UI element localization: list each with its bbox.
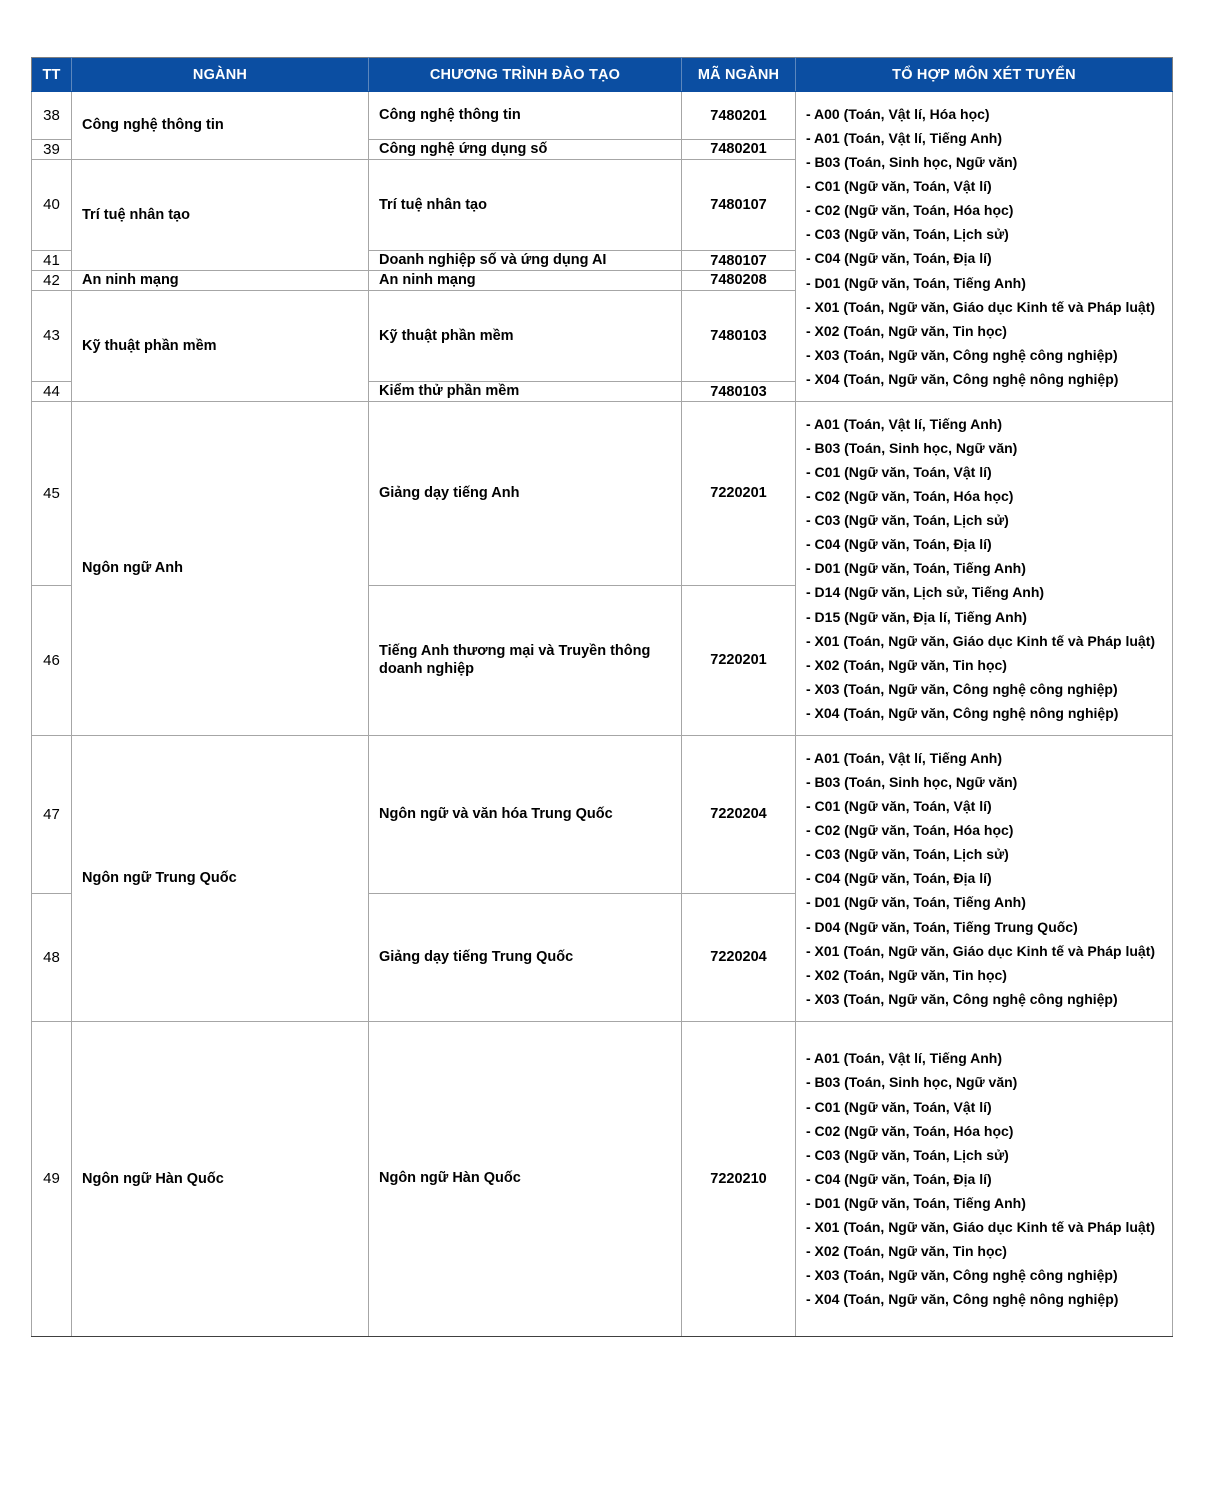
subject-combination-list: [806, 412, 1164, 725]
major-code-cell: 7220201: [682, 585, 796, 735]
program-name-cell: Doanh nghiệp số và ứng dụng AI: [369, 251, 682, 271]
table-body: [32, 92, 1173, 1337]
program-name-cell: An ninh mạng: [369, 270, 682, 290]
major-code-cell: 7480103: [682, 382, 796, 402]
subject-combination-item: - D01 (Ngữ văn, Toán, Tiếng Anh): [806, 560, 1026, 577]
subject-combination-item: - X03 (Toán, Ngữ văn, Công nghệ công nghiệp): [806, 1267, 1118, 1284]
program-name-cell: Trí tuệ nhân tạo: [369, 159, 682, 250]
subject-combinations-cell: [796, 92, 1173, 402]
subject-combination-item: - X02 (Toán, Ngữ văn, Tin học): [806, 1243, 1007, 1259]
major-name-cell: Trí tuệ nhân tạo: [72, 159, 369, 270]
row-number-cell: 39: [32, 140, 72, 160]
subject-combination-item: - C02 (Ngữ văn, Toán, Hóa học): [806, 822, 1014, 839]
subject-combination-item: - A01 (Toán, Vật lí, Tiếng Anh): [806, 415, 1003, 432]
subject-combination-list: [806, 102, 1164, 391]
subject-combination-item: - X01 (Toán, Ngữ văn, Giáo dục Kinh tế và Pháp luật): [806, 632, 1156, 649]
subject-combinations-cell: [796, 735, 1173, 1021]
subject-combination-item: - C01 (Ngữ văn, Toán, Vật lí): [806, 178, 992, 195]
admissions-programs-table: [31, 57, 1173, 1337]
program-name-cell: Giảng dạy tiếng Anh: [369, 401, 682, 585]
row-number-cell: 48: [32, 893, 72, 1021]
subject-combination-item: - A00 (Toán, Vật lí, Hóa học): [806, 106, 990, 122]
column-header-ma-nganh: MÃ NGÀNH: [682, 58, 796, 92]
subject-combination-item: - C03 (Ngữ văn, Toán, Lịch sử): [806, 226, 1009, 243]
program-name-cell: Công nghệ ứng dụng số: [369, 140, 682, 160]
subject-combination-item: - X02 (Toán, Ngữ văn, Tin học): [806, 322, 1007, 339]
subject-combination-item: - X02 (Toán, Ngữ văn, Tin học): [806, 966, 1007, 983]
major-code-cell: 7480208: [682, 270, 796, 290]
column-header-to-hop-mon-xet-tuyen: TỔ HỢP MÔN XÉT TUYỂN: [796, 58, 1173, 92]
subject-combination-item: - C03 (Ngữ văn, Toán, Lịch sử): [806, 1146, 1009, 1163]
row-number-cell: 42: [32, 270, 72, 290]
row-number-cell: 49: [32, 1021, 72, 1336]
subject-combination-item: - C04 (Ngữ văn, Toán, Địa lí): [806, 870, 992, 887]
subject-combinations-cell: [796, 1021, 1173, 1336]
subject-combination-item: - X01 (Toán, Ngữ văn, Giáo dục Kinh tế và Pháp luật): [806, 1218, 1156, 1235]
subject-combination-item: - C04 (Ngữ văn, Toán, Địa lí): [806, 250, 992, 267]
row-number-cell: 43: [32, 290, 72, 381]
subject-combination-item: - X02 (Toán, Ngữ văn, Tin học): [806, 656, 1007, 673]
major-code-cell: 7480103: [682, 290, 796, 381]
table-header: [32, 58, 1173, 92]
program-name-cell: Ngôn ngữ và văn hóa Trung Quốc: [369, 735, 682, 893]
table-row: [32, 401, 1173, 585]
program-name-cell: Công nghệ thông tin: [369, 92, 682, 140]
subject-combination-item: - C02 (Ngữ văn, Toán, Hóa học): [806, 488, 1014, 505]
program-name-cell: Giảng dạy tiếng Trung Quốc: [369, 893, 682, 1021]
program-name-cell: Tiếng Anh thương mại và Truyền thông doanh nghiệp: [369, 585, 682, 735]
subject-combination-item: - A01 (Toán, Vật lí, Tiếng Anh): [806, 1050, 1003, 1067]
major-name-cell: Công nghệ thông tin: [72, 92, 369, 160]
subject-combination-item: - C02 (Ngữ văn, Toán, Hóa học): [806, 1122, 1014, 1139]
subject-combination-item: - B03 (Toán, Sinh học, Ngữ văn): [806, 154, 1018, 171]
subject-combination-item: - A01 (Toán, Vật lí, Tiếng Anh): [806, 130, 1003, 147]
row-number-cell: 44: [32, 382, 72, 402]
table-row: [32, 92, 1173, 140]
subject-combination-item: - B03 (Toán, Sinh học, Ngữ văn): [806, 1074, 1018, 1091]
subject-combination-item: - D01 (Ngữ văn, Toán, Tiếng Anh): [806, 274, 1026, 291]
subject-combination-item: - D04 (Ngữ văn, Toán, Tiếng Trung Quốc): [806, 918, 1078, 935]
subject-combination-item: - C02 (Ngữ văn, Toán, Hóa học): [806, 202, 1014, 219]
subject-combination-list: [806, 746, 1164, 1011]
subject-combination-item: - C01 (Ngữ văn, Toán, Vật lí): [806, 798, 992, 815]
major-name-cell: Kỹ thuật phần mềm: [72, 290, 369, 401]
subject-combination-item: - D15 (Ngữ văn, Địa lí, Tiếng Anh): [806, 608, 1027, 625]
column-header-tt: TT: [32, 58, 72, 92]
subject-combination-item: - X04 (Toán, Ngữ văn, Công nghệ nông nghiệp): [806, 704, 1119, 721]
column-header-chuong-trinh-dao-tao: CHƯƠNG TRÌNH ĐÀO TẠO: [369, 58, 682, 92]
subject-combination-item: - X03 (Toán, Ngữ văn, Công nghệ công nghiệp): [806, 346, 1118, 363]
subject-combination-item: - X04 (Toán, Ngữ văn, Công nghệ nông nghiệp): [806, 1291, 1119, 1308]
major-code-cell: 7220204: [682, 893, 796, 1021]
major-name-cell: Ngôn ngữ Anh: [72, 401, 369, 735]
major-name-cell: An ninh mạng: [72, 270, 369, 290]
major-code-cell: 7220210: [682, 1021, 796, 1336]
row-number-cell: 38: [32, 92, 72, 140]
table-header-row: [32, 58, 1173, 92]
program-name-cell: Ngôn ngữ Hàn Quốc: [369, 1021, 682, 1336]
column-header-nganh: NGÀNH: [72, 58, 369, 92]
subject-combination-item: - D14 (Ngữ văn, Lịch sử, Tiếng Anh): [806, 584, 1045, 601]
subject-combination-list: [806, 1046, 1164, 1311]
major-code-cell: 7480107: [682, 251, 796, 271]
subject-combination-item: - D01 (Ngữ văn, Toán, Tiếng Anh): [806, 894, 1026, 911]
row-number-cell: 46: [32, 585, 72, 735]
major-code-cell: 7480201: [682, 92, 796, 140]
major-code-cell: 7480107: [682, 159, 796, 250]
row-number-cell: 41: [32, 251, 72, 271]
program-name-cell: Kiểm thử phần mềm: [369, 382, 682, 402]
major-code-cell: 7480201: [682, 140, 796, 160]
major-name-cell: Ngôn ngữ Trung Quốc: [72, 735, 369, 1021]
subject-combination-item: - B03 (Toán, Sinh học, Ngữ văn): [806, 440, 1018, 457]
subject-combination-item: - B03 (Toán, Sinh học, Ngữ văn): [806, 774, 1018, 791]
major-code-cell: 7220201: [682, 401, 796, 585]
table-row: [32, 1021, 1173, 1336]
table-row: [32, 735, 1173, 893]
row-number-cell: 40: [32, 159, 72, 250]
major-code-cell: 7220204: [682, 735, 796, 893]
subject-combinations-cell: [796, 401, 1173, 735]
subject-combination-item: - C03 (Ngữ văn, Toán, Lịch sử): [806, 512, 1009, 529]
subject-combination-item: - C04 (Ngữ văn, Toán, Địa lí): [806, 536, 992, 553]
row-number-cell: 45: [32, 401, 72, 585]
subject-combination-item: - X03 (Toán, Ngữ văn, Công nghệ công nghiệp): [806, 990, 1118, 1007]
subject-combination-item: - X01 (Toán, Ngữ văn, Giáo dục Kinh tế và Pháp luật): [806, 942, 1156, 959]
subject-combination-item: - X01 (Toán, Ngữ văn, Giáo dục Kinh tế và Pháp luật): [806, 298, 1156, 315]
row-number-cell: 47: [32, 735, 72, 893]
subject-combination-item: - D01 (Ngữ văn, Toán, Tiếng Anh): [806, 1194, 1026, 1211]
subject-combination-item: - C01 (Ngữ văn, Toán, Vật lí): [806, 1098, 992, 1115]
subject-combination-item: - X04 (Toán, Ngữ văn, Công nghệ nông nghiệp): [806, 370, 1119, 387]
subject-combination-item: - C04 (Ngữ văn, Toán, Địa lí): [806, 1170, 992, 1187]
subject-combination-item: - C03 (Ngữ văn, Toán, Lịch sử): [806, 846, 1009, 863]
major-name-cell: Ngôn ngữ Hàn Quốc: [72, 1021, 369, 1336]
subject-combination-item: - X03 (Toán, Ngữ văn, Công nghệ công nghiệp): [806, 680, 1118, 697]
program-name-cell: Kỹ thuật phần mềm: [369, 290, 682, 381]
subject-combination-item: - C01 (Ngữ văn, Toán, Vật lí): [806, 464, 992, 481]
subject-combination-item: - A01 (Toán, Vật lí, Tiếng Anh): [806, 749, 1003, 766]
